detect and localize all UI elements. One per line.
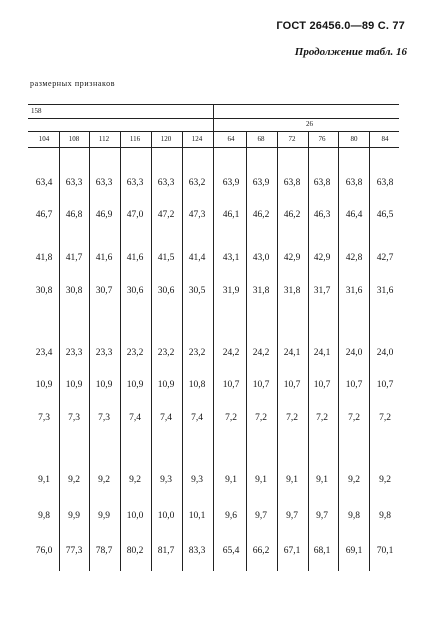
table-cell: 7,2 — [225, 413, 237, 423]
table-cell: 47,3 — [188, 210, 206, 220]
table-cell: 10,9 — [95, 380, 113, 390]
table-cell: 42,7 — [376, 253, 394, 263]
column-divider — [89, 131, 90, 571]
table-continuation-label: Продолжение табл. 16 — [294, 46, 407, 58]
table-cell: 47,0 — [126, 210, 144, 220]
table-cell: 70,1 — [376, 546, 394, 556]
table-cell: 78,7 — [95, 546, 113, 556]
table-cell: 23,2 — [188, 348, 206, 358]
table-cell: 63,8 — [313, 178, 331, 188]
table-cell: 7,2 — [348, 413, 360, 423]
table-cell: 24,1 — [283, 348, 301, 358]
table-cell: 30,8 — [65, 286, 83, 296]
table-cell: 9,1 — [38, 475, 50, 485]
table-cell: 24,1 — [313, 348, 331, 358]
table-cell: 10,8 — [188, 380, 206, 390]
table-cell: 63,2 — [188, 178, 206, 188]
table-cell: 10,7 — [313, 380, 331, 390]
table-cell: 23,2 — [157, 348, 175, 358]
table-cell: 23,4 — [35, 348, 53, 358]
table-cell: 46,8 — [65, 210, 83, 220]
table-cell: 63,9 — [222, 178, 240, 188]
table-cell: 7,3 — [98, 413, 110, 423]
table-cell: 43,1 — [222, 253, 240, 263]
table-cell: 41,6 — [126, 253, 144, 263]
table-cell: 68,1 — [313, 546, 331, 556]
table-cell: 9,2 — [379, 475, 391, 485]
column-header: 76 — [318, 135, 326, 143]
column-header: 120 — [160, 135, 172, 143]
table-cell: 42,9 — [313, 253, 331, 263]
table-cell: 83,3 — [188, 546, 206, 556]
table-cell: 80,2 — [126, 546, 144, 556]
column-header: 68 — [257, 135, 265, 143]
table-cell: 65,4 — [222, 546, 240, 556]
table-cell: 10,0 — [126, 511, 144, 521]
table-cell: 63,3 — [126, 178, 144, 188]
table-cell: 9,2 — [129, 475, 141, 485]
column-header: 80 — [350, 135, 358, 143]
table-cell: 24,0 — [345, 348, 363, 358]
table-cell: 46,7 — [35, 210, 53, 220]
table-cell: 41,6 — [95, 253, 113, 263]
table-cell: 47,2 — [157, 210, 175, 220]
table-cell: 46,9 — [95, 210, 113, 220]
table-cell: 10,7 — [252, 380, 270, 390]
table-cell: 76,0 — [35, 546, 53, 556]
table-cell: 23,2 — [126, 348, 144, 358]
table-cell: 9,1 — [255, 475, 267, 485]
table-cell: 30,5 — [188, 286, 206, 296]
table-cell: 63,8 — [345, 178, 363, 188]
column-header: 116 — [129, 135, 141, 143]
table-cell: 7,4 — [160, 413, 172, 423]
table-cell: 9,1 — [316, 475, 328, 485]
table-cell: 7,3 — [38, 413, 50, 423]
table-cell: 24,0 — [376, 348, 394, 358]
table-cell: 7,3 — [68, 413, 80, 423]
column-header: 124 — [191, 135, 203, 143]
column-divider — [213, 131, 214, 571]
table-cell: 66,2 — [252, 546, 270, 556]
table-cell: 63,3 — [157, 178, 175, 188]
table-cell: 10,7 — [222, 380, 240, 390]
column-divider — [369, 131, 370, 571]
table-cell: 42,8 — [345, 253, 363, 263]
table-cell: 42,9 — [283, 253, 301, 263]
column-divider — [59, 131, 60, 571]
table-cell: 41,4 — [188, 253, 206, 263]
table-cell: 69,1 — [345, 546, 363, 556]
table-cell: 9,9 — [68, 511, 80, 521]
table-cell: 9,7 — [255, 511, 267, 521]
table-cell: 46,3 — [313, 210, 331, 220]
table-cell: 10,1 — [188, 511, 206, 521]
table-cell: 9,2 — [98, 475, 110, 485]
table-cell: 41,5 — [157, 253, 175, 263]
table-cell: 9,8 — [38, 511, 50, 521]
table-cell: 63,3 — [65, 178, 83, 188]
column-divider — [151, 131, 152, 571]
table-cell: 7,4 — [129, 413, 141, 423]
column-header: 64 — [227, 135, 235, 143]
table-cell: 31,7 — [313, 286, 331, 296]
table-cell: 23,3 — [95, 348, 113, 358]
table-cell: 10,9 — [126, 380, 144, 390]
table-cell: 9,3 — [160, 475, 172, 485]
column-divider — [182, 131, 183, 571]
column-divider — [277, 131, 278, 571]
table-cell: 63,8 — [283, 178, 301, 188]
table-cell: 31,6 — [345, 286, 363, 296]
table-cell: 10,7 — [283, 380, 301, 390]
table-cell: 9,1 — [225, 475, 237, 485]
column-divider — [308, 131, 309, 571]
standard-header: ГОСТ 26456.0—89 С. 77 — [276, 20, 405, 32]
table-cell: 30,8 — [35, 286, 53, 296]
column-header: 104 — [38, 135, 50, 143]
table-cell: 46,4 — [345, 210, 363, 220]
column-header: 108 — [68, 135, 80, 143]
table-cell: 9,8 — [379, 511, 391, 521]
table-cell: 9,2 — [68, 475, 80, 485]
table-cell: 7,2 — [379, 413, 391, 423]
table-cell: 81,7 — [157, 546, 175, 556]
table-cell: 9,2 — [348, 475, 360, 485]
table-cell: 30,6 — [126, 286, 144, 296]
table-cell: 41,7 — [65, 253, 83, 263]
group-label-left: 158 — [31, 107, 42, 115]
table-caption: размерных признаков — [30, 79, 116, 88]
table-cell: 7,2 — [286, 413, 298, 423]
table-cell: 10,0 — [157, 511, 175, 521]
column-header: 84 — [381, 135, 389, 143]
table-cell: 63,4 — [35, 178, 53, 188]
table-cell: 24,2 — [252, 348, 270, 358]
table-cell: 10,9 — [65, 380, 83, 390]
table-cell: 9,9 — [98, 511, 110, 521]
table-cell: 9,7 — [316, 511, 328, 521]
table-cell: 67,1 — [283, 546, 301, 556]
table-cell: 9,8 — [348, 511, 360, 521]
table-cell: 63,8 — [376, 178, 394, 188]
table-cell: 77,3 — [65, 546, 83, 556]
table-cell: 63,9 — [252, 178, 270, 188]
column-divider — [246, 131, 247, 571]
table-cell: 7,2 — [255, 413, 267, 423]
table-cell: 10,9 — [157, 380, 175, 390]
table-cell: 7,4 — [191, 413, 203, 423]
table-cell: 46,2 — [283, 210, 301, 220]
table-cell: 9,6 — [225, 511, 237, 521]
table-cell: 30,7 — [95, 286, 113, 296]
table-cell: 46,2 — [252, 210, 270, 220]
table-cell: 46,1 — [222, 210, 240, 220]
column-divider — [338, 131, 339, 571]
table-cell: 10,7 — [345, 380, 363, 390]
table-cell: 41,8 — [35, 253, 53, 263]
table-cell: 10,7 — [376, 380, 394, 390]
table-cell: 63,3 — [95, 178, 113, 188]
table-cell: 31,8 — [252, 286, 270, 296]
table-cell: 23,3 — [65, 348, 83, 358]
table-cell: 31,8 — [283, 286, 301, 296]
table-cell: 24,2 — [222, 348, 240, 358]
table-cell: 9,1 — [286, 475, 298, 485]
group-label-right: 26 — [306, 120, 313, 128]
table-cell: 9,7 — [286, 511, 298, 521]
table-cell: 46,5 — [376, 210, 394, 220]
column-divider — [120, 131, 121, 571]
table-cell: 9,3 — [191, 475, 203, 485]
table-cell: 30,6 — [157, 286, 175, 296]
table-cell: 31,6 — [376, 286, 394, 296]
table-cell: 10,9 — [35, 380, 53, 390]
table-cell: 31,9 — [222, 286, 240, 296]
column-header: 72 — [288, 135, 296, 143]
table-cell: 7,2 — [316, 413, 328, 423]
column-header: 112 — [98, 135, 110, 143]
table-cell: 43,0 — [252, 253, 270, 263]
